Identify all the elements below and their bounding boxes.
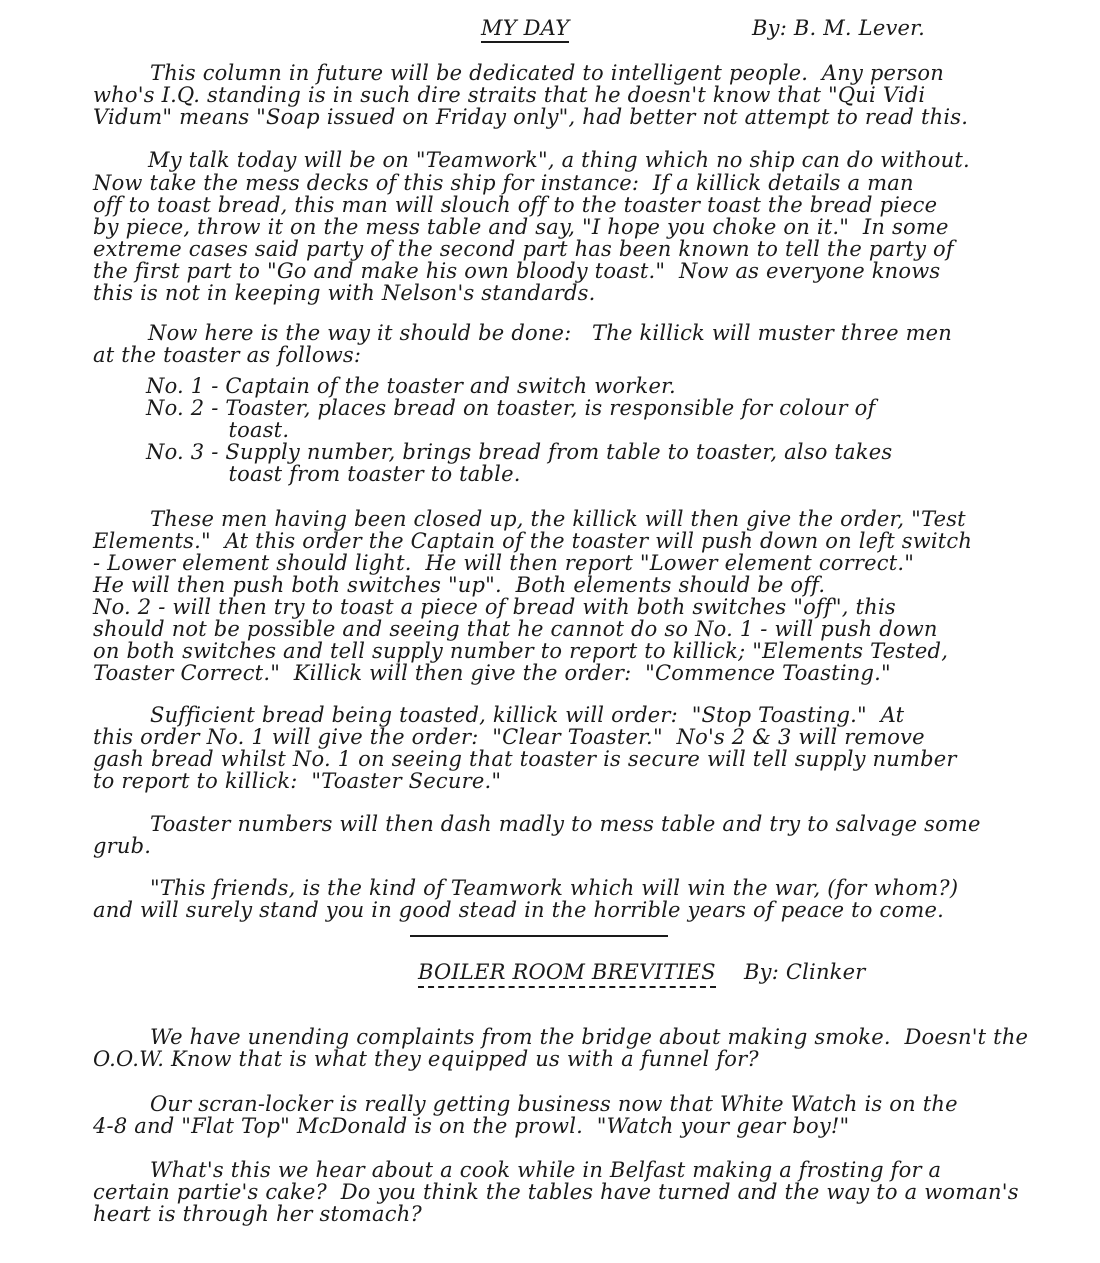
text-line: Toaster numbers will then dash madly to mess table and try to salvage some bbox=[150, 812, 981, 836]
text-line: Our scran-locker is really getting business now that White Watch is on the bbox=[150, 1092, 958, 1116]
list-item: toast. bbox=[146, 418, 290, 442]
text-line: off to toast bread, this man will slouch off to the toaster toast the bread piece bbox=[93, 193, 938, 217]
text-line: at the toaster as follows: bbox=[93, 343, 362, 367]
text-line: Sufficient bread being toasted, killick will order: "Stop Toasting." At bbox=[150, 703, 905, 727]
text-line: Elements." At this order the Captain of the toaster will push down on left switch bbox=[93, 529, 973, 553]
section-byline: By: Clinker bbox=[744, 960, 866, 984]
text-line: We have unending complaints from the bridge about making smoke. Doesn't the bbox=[150, 1025, 1029, 1049]
text-line: gash bread whilst No. 1 on seeing that toaster is secure will tell supply number bbox=[93, 747, 957, 771]
list-item: No. 3 - Supply number, brings bread from table to toaster, also takes bbox=[146, 440, 893, 464]
text-line: on both switches and tell supply number to report to killick; "Elements Tested, bbox=[93, 639, 949, 663]
text-line: 4-8 and "Flat Top" McDonald is on the prowl. "Watch your gear boy!" bbox=[93, 1114, 850, 1138]
article-byline: By: B. M. Lever. bbox=[752, 16, 925, 40]
text-line: heart is through her stomach? bbox=[93, 1202, 422, 1226]
text-line: These men having been closed up, the killick will then give the order, "Test bbox=[150, 507, 966, 531]
text-line: should not be possible and seeing that he cannot do so No. 1 - will push down bbox=[93, 617, 938, 641]
section-divider bbox=[410, 935, 668, 937]
text-line: "This friends, is the kind of Teamwork which will win the war, (for whom?) bbox=[150, 876, 959, 900]
text-line: O.O.W. Know that is what they equipped us with a funnel for? bbox=[93, 1047, 759, 1071]
text-line: who's I.Q. standing is in such dire straits that he doesn't know that "Qui Vidi bbox=[93, 83, 926, 107]
text-line: What's this we hear about a cook while in Belfast making a frosting for a bbox=[150, 1158, 942, 1182]
text-line: My talk today will be on "Teamwork", a thing which no ship can do without. bbox=[148, 148, 970, 172]
text-line: Vidum" means "Soap issued on Friday only", had better not attempt to read this. bbox=[93, 105, 969, 129]
text-line: - Lower element should light. He will then report "Lower element correct." bbox=[93, 551, 915, 575]
text-line: No. 2 - will then try to toast a piece of bread with both switches "off", this bbox=[93, 595, 896, 619]
text-line: this order No. 1 will give the order: "Clear Toaster." No's 2 & 3 will remove bbox=[93, 725, 925, 749]
text-line: to report to killick: "Toaster Secure." bbox=[93, 769, 502, 793]
text-line: by piece, throw it on the mess table and say, "I hope you choke on it." In some bbox=[93, 215, 949, 239]
list-item: No. 2 - Toaster, places bread on toaster, is responsible for colour of bbox=[146, 396, 876, 420]
text-line: Toaster Correct." Killick will then give the order: "Commence Toasting." bbox=[93, 661, 891, 685]
text-line: This column in future will be dedicated to intelligent people. Any person bbox=[150, 61, 944, 85]
list-item: toast from toaster to table. bbox=[146, 462, 521, 486]
text-line: Now take the mess decks of this ship for instance: If a killick details a man bbox=[93, 171, 914, 195]
text-line: this is not in keeping with Nelson's standards. bbox=[93, 281, 596, 305]
text-line: and will surely stand you in good stead in the horrible years of peace to come. bbox=[93, 898, 944, 922]
text-line: extreme cases said party of the second part has been known to tell the party of bbox=[93, 237, 954, 261]
text-line: certain partie's cake? Do you think the tables have turned and the way to a woman's bbox=[93, 1180, 1019, 1204]
text-line: the first part to "Go and make his own bloody toast." Now as everyone knows bbox=[93, 259, 941, 283]
article-title: MY DAY bbox=[481, 16, 569, 43]
list-item: No. 1 - Captain of the toaster and switch worker. bbox=[146, 374, 676, 398]
text-line: He will then push both switches "up". Both elements should be off. bbox=[93, 573, 826, 597]
text-line: Now here is the way it should be done: The killick will muster three men bbox=[148, 321, 953, 345]
text-line: grub. bbox=[93, 834, 152, 858]
section-title: BOILER ROOM BREVITIES bbox=[418, 960, 716, 988]
